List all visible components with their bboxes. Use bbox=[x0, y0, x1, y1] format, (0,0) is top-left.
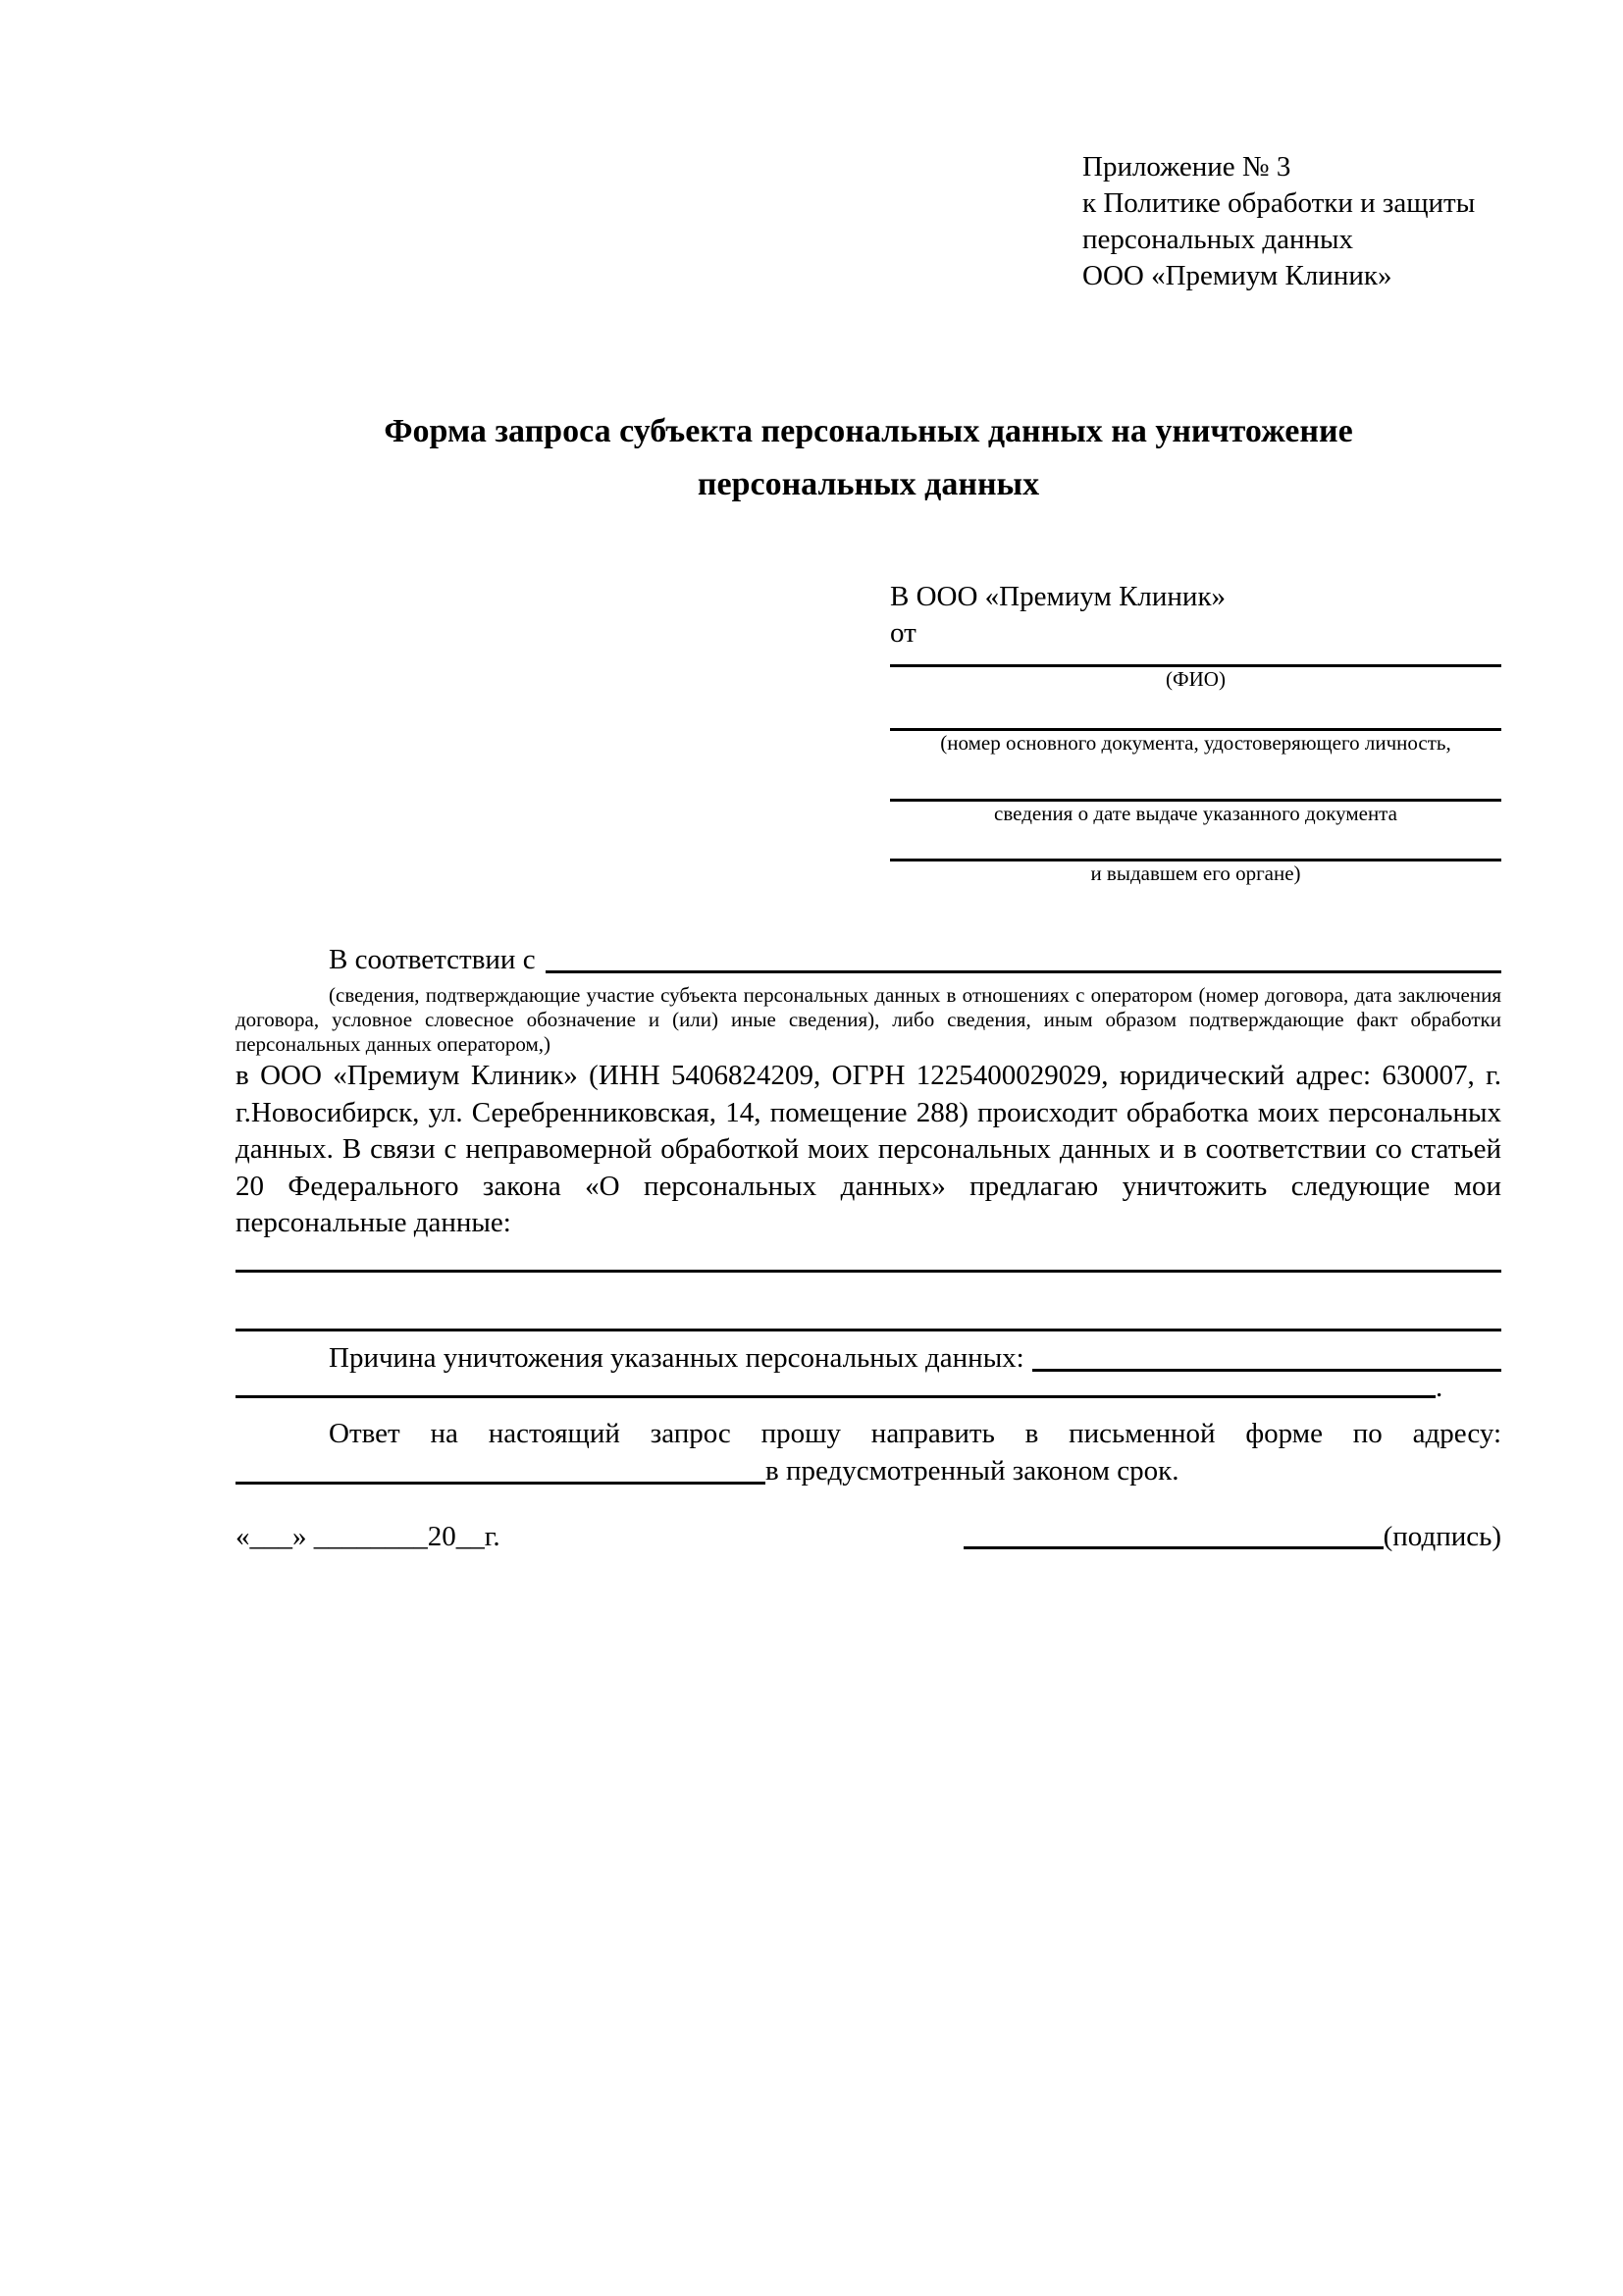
date-signature-row bbox=[236, 1519, 1501, 1555]
fine-print-note: (сведения, подтверждающие участие субъекта персональных данных в отношениях с оператором (номер договора, дата заключения договора, условное словесное обозначение и (или) иные сведения), либо сведения, иным образом подтверждающие факт обработки персональных данных оператором,) bbox=[236, 983, 1501, 1056]
answer-suffix: в предусмотренный законом срок. bbox=[765, 1455, 1179, 1487]
accordance-row bbox=[236, 942, 1501, 978]
accordance-label: В соответствии с bbox=[329, 944, 536, 975]
answer-address-row bbox=[236, 1453, 1501, 1489]
doc-caption-3: и выдавшем его органе) bbox=[1090, 861, 1301, 885]
reason-continuation-row bbox=[236, 1370, 1501, 1406]
main-paragraph: в ООО «Премиум Клиник» (ИНН 5406824209, ОГРН 1225400029029, юридический адрес: 630007, г. г.Новосибирск, ул. Серебренниковская, 14, помещение 288) происходит обработка моих персональных данных. В связи с неправомерной обработкой моих персональных данных и в соответствии со статьей 20 Федерального закона «О персональных данных» предлагаю уничтожить следующие мои персональные данные: bbox=[236, 1060, 1501, 1238]
data-fill-line-2 bbox=[236, 1329, 1501, 1331]
doc-issue-date-fill-line bbox=[890, 756, 1501, 802]
addressee-to: В ООО «Премиум Клиник» bbox=[890, 581, 1227, 612]
doc-caption-2: сведения о дате выдаче указанного документа bbox=[994, 802, 1397, 825]
appendix-header-line4: ООО «Премиум Клиник» bbox=[1082, 260, 1392, 291]
address-fill-line bbox=[236, 1482, 765, 1485]
signature-caption: (подпись) bbox=[1383, 1521, 1501, 1552]
doc-number-fill-line bbox=[890, 692, 1501, 731]
appendix-header-line3: персональных данных bbox=[1082, 224, 1354, 255]
fio-caption: (ФИО) bbox=[1166, 667, 1226, 691]
answer-paragraph: Ответ на настоящий запрос прошу направить в письменной форме по адресу: bbox=[329, 1418, 1501, 1449]
reason-fill-line-2 bbox=[236, 1395, 1436, 1398]
sentence-period: . bbox=[1436, 1372, 1443, 1403]
addressee-block bbox=[890, 579, 1501, 886]
document-title-line2: персональных данных bbox=[697, 466, 1040, 502]
date-blank: «___» ________20__г. bbox=[236, 1521, 500, 1552]
doc-authority-fill-line bbox=[890, 826, 1501, 861]
doc-caption-1: (номер основного документа, удостоверяющего личность, bbox=[940, 731, 1451, 755]
signature-group bbox=[964, 1519, 1501, 1555]
reason-label: Причина уничтожения указанных персональных данных: bbox=[329, 1342, 1024, 1374]
data-fill-line-1 bbox=[236, 1270, 1501, 1273]
signature-fill-line bbox=[964, 1546, 1384, 1549]
addressee-from-label: от bbox=[890, 617, 916, 649]
fio-fill-line bbox=[890, 652, 1501, 667]
appendix-header-line2: к Политике обработки и защиты bbox=[1082, 187, 1476, 219]
document-title bbox=[236, 405, 1501, 511]
appendix-header bbox=[1082, 149, 1475, 294]
accordance-fill-line bbox=[546, 970, 1501, 973]
appendix-header-line1: Приложение № 3 bbox=[1082, 151, 1291, 183]
document-title-line1: Форма запроса субъекта персональных данных на уничтожение bbox=[384, 413, 1353, 449]
